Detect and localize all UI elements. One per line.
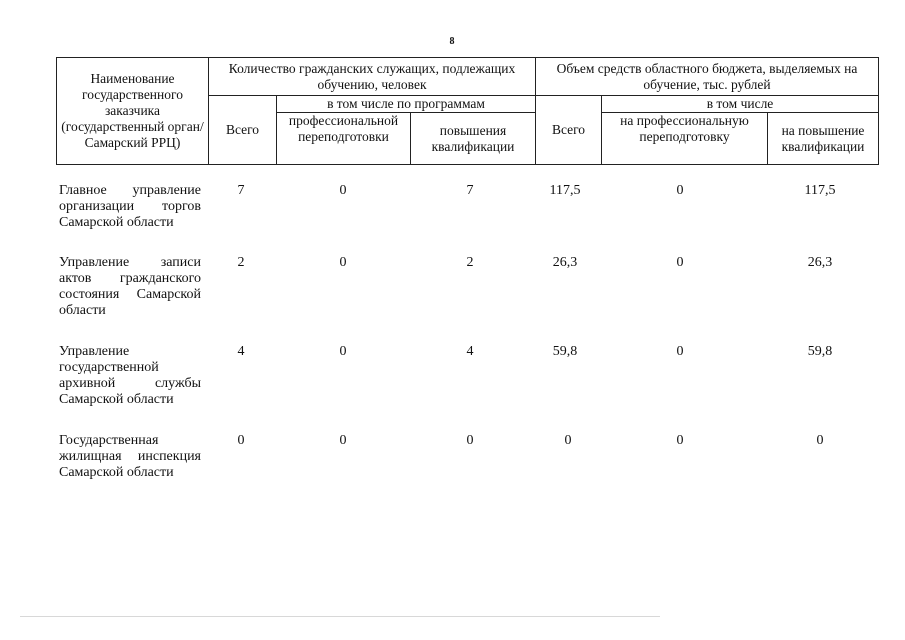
organization-name: Управление государственной архивной службы Самарской области	[59, 344, 201, 407]
organization-name: Государственная жилищная инспекция Самарской области	[59, 433, 201, 480]
count-total: 7	[237, 183, 245, 198]
organization-name: Главное управление организации торгов Самарской области	[59, 183, 201, 230]
header-table	[56, 57, 879, 165]
header-organization: Наименование государственного заказчика (государственный орган/Самарский РРЦ)	[57, 58, 209, 165]
header-budget-total: Всего	[536, 96, 602, 165]
budget-retraining: 0	[676, 344, 684, 359]
header-budget-group: Объем средств областного бюджета, выделяемых на обучение, тыс. рублей	[536, 58, 879, 96]
count-qualification: 0	[466, 433, 474, 448]
header-count-qualification: повышения квалификации	[411, 113, 536, 165]
count-retraining: 0	[339, 183, 347, 198]
organization-name: Управление записи актов гражданского состояния Самарской области	[59, 255, 201, 318]
budget-total: 26,3	[552, 255, 578, 270]
budget-total: 117,5	[549, 183, 581, 198]
count-qualification: 4	[466, 344, 474, 359]
header-budget-retraining: на профессиональную переподготовку	[602, 113, 768, 165]
header-count-group: Количество гражданских служащих, подлежащих обучению, человек	[209, 58, 536, 96]
header-count-retraining: профессиональной переподготовки	[277, 113, 411, 165]
scan-noise	[20, 616, 660, 617]
budget-retraining: 0	[676, 255, 684, 270]
count-total: 4	[237, 344, 245, 359]
budget-retraining: 0	[676, 433, 684, 448]
count-retraining: 0	[339, 433, 347, 448]
header-budget-qualification: на повышение квалификации	[768, 113, 879, 165]
count-total: 2	[237, 255, 245, 270]
page-number: 8	[449, 36, 455, 47]
budget-retraining: 0	[676, 183, 684, 198]
count-retraining: 0	[339, 344, 347, 359]
budget-qualification: 59,8	[807, 344, 833, 359]
count-total: 0	[237, 433, 245, 448]
budget-total: 0	[564, 433, 572, 448]
header-budget-including: в том числе	[602, 96, 879, 113]
budget-qualification: 117,5	[804, 183, 836, 198]
header-count-including: в том числе по программам	[277, 96, 536, 113]
budget-qualification: 26,3	[807, 255, 833, 270]
budget-total: 59,8	[552, 344, 578, 359]
count-qualification: 7	[466, 183, 474, 198]
count-retraining: 0	[339, 255, 347, 270]
header-count-total: Всего	[209, 96, 277, 165]
count-qualification: 2	[466, 255, 474, 270]
budget-qualification: 0	[816, 433, 824, 448]
